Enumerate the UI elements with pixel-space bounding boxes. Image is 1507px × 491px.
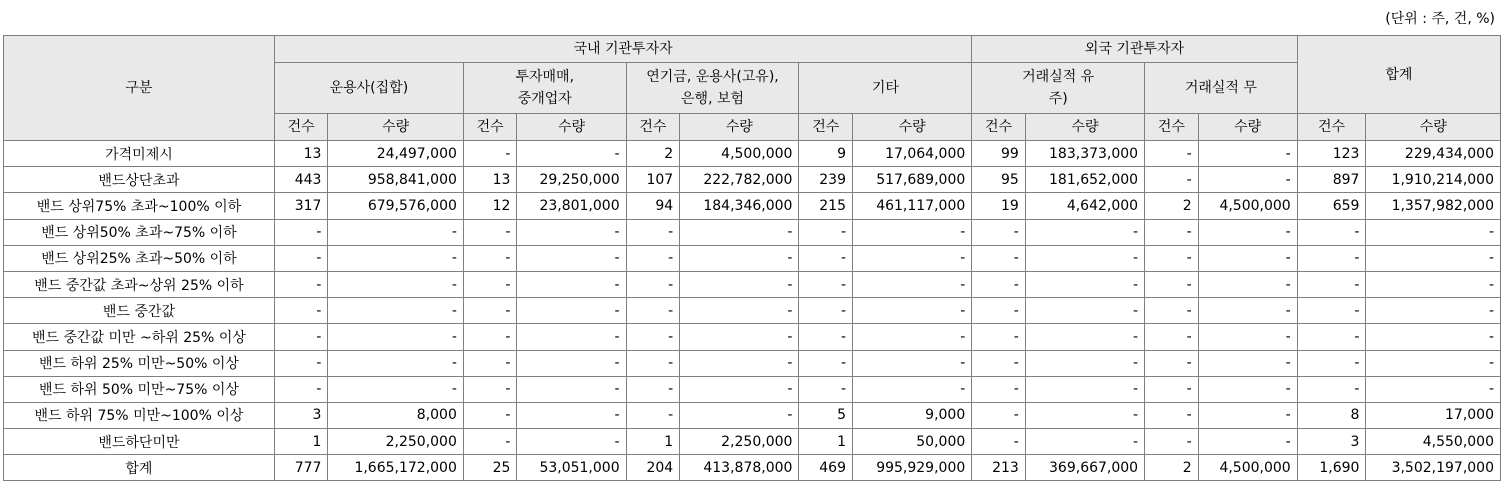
count-header: 건수 xyxy=(1297,114,1366,141)
quantity-cell: 8,000 xyxy=(328,402,463,428)
quantity-cell: - xyxy=(1366,219,1501,245)
quantity-cell: 3,502,197,000 xyxy=(1366,455,1501,481)
count-cell: 123 xyxy=(1297,141,1366,167)
quantity-header: 수량 xyxy=(853,114,972,141)
quantity-cell: - xyxy=(1366,376,1501,402)
count-cell: - xyxy=(626,245,680,271)
count-cell: - xyxy=(1145,324,1199,350)
count-cell: - xyxy=(626,402,680,428)
count-cell: 1 xyxy=(799,429,853,455)
quantity-cell: 4,500,000 xyxy=(1198,193,1297,219)
count-cell: - xyxy=(1145,350,1199,376)
row-label: 합계 xyxy=(4,455,275,481)
quantity-cell: - xyxy=(328,376,463,402)
quantity-cell: - xyxy=(1198,429,1297,455)
count-cell: 1 xyxy=(626,429,680,455)
domestic-investors-header: 국내 기관투자자 xyxy=(274,36,971,63)
count-cell: - xyxy=(274,376,328,402)
quantity-cell: - xyxy=(680,245,799,271)
count-cell: - xyxy=(1145,429,1199,455)
quantity-cell: 50,000 xyxy=(853,429,972,455)
quantity-cell: 181,652,000 xyxy=(1025,167,1144,193)
quantity-cell: 17,064,000 xyxy=(853,141,972,167)
table-body xyxy=(4,36,1501,481)
count-cell: - xyxy=(463,429,517,455)
count-cell: 99 xyxy=(972,141,1026,167)
quantity-cell: - xyxy=(517,429,626,455)
quantity-cell: 229,434,000 xyxy=(1366,141,1501,167)
count-cell: - xyxy=(274,245,328,271)
quantity-cell: - xyxy=(1198,245,1297,271)
demand-forecast-table xyxy=(3,35,1501,481)
quantity-header: 수량 xyxy=(328,114,463,141)
quantity-cell: - xyxy=(517,219,626,245)
count-cell: 9 xyxy=(799,141,853,167)
quantity-cell: 2,250,000 xyxy=(680,429,799,455)
quantity-cell: 4,550,000 xyxy=(1366,429,1501,455)
unit-note: (단위 : 주, 건, %) xyxy=(1385,11,1495,27)
count-header: 건수 xyxy=(626,114,680,141)
quantity-cell: - xyxy=(853,219,972,245)
quantity-cell: 17,000 xyxy=(1366,402,1501,428)
count-cell: - xyxy=(799,350,853,376)
table-row xyxy=(4,429,1501,455)
count-cell: - xyxy=(1145,219,1199,245)
quantity-cell: - xyxy=(1198,324,1297,350)
count-cell: - xyxy=(463,350,517,376)
group-header: 거래실적 유 주) xyxy=(972,63,1145,114)
quantity-cell: - xyxy=(517,402,626,428)
quantity-cell: - xyxy=(680,350,799,376)
count-cell: 13 xyxy=(463,167,517,193)
group-header: 기타 xyxy=(799,63,972,114)
row-label: 밴드 상위25% 초과~50% 이하 xyxy=(4,245,275,271)
quantity-cell: 23,801,000 xyxy=(517,193,626,219)
count-cell: - xyxy=(463,402,517,428)
quantity-cell: 679,576,000 xyxy=(328,193,463,219)
quantity-header: 수량 xyxy=(1366,114,1501,141)
quantity-cell: - xyxy=(328,350,463,376)
count-cell: 107 xyxy=(626,167,680,193)
count-cell: 215 xyxy=(799,193,853,219)
quantity-cell: - xyxy=(1198,141,1297,167)
group-header: 거래실적 무 xyxy=(1145,63,1298,114)
count-cell: - xyxy=(972,245,1026,271)
quantity-cell: - xyxy=(1198,350,1297,376)
row-label: 밴드 중간값 초과~상위 25% 이하 xyxy=(4,271,275,297)
row-label: 밴드 하위 50% 미만~75% 이상 xyxy=(4,376,275,402)
quantity-cell: - xyxy=(1025,245,1144,271)
count-cell: - xyxy=(463,271,517,297)
count-cell: - xyxy=(972,402,1026,428)
quantity-cell: - xyxy=(517,298,626,324)
table-row xyxy=(4,193,1501,219)
count-header: 건수 xyxy=(463,114,517,141)
category-header: 구분 xyxy=(4,36,275,141)
quantity-cell: - xyxy=(1198,219,1297,245)
quantity-cell: - xyxy=(1366,271,1501,297)
count-cell: - xyxy=(799,219,853,245)
count-cell: 3 xyxy=(274,402,328,428)
count-cell: - xyxy=(274,271,328,297)
quantity-cell: - xyxy=(1198,376,1297,402)
count-cell: - xyxy=(274,298,328,324)
table-row xyxy=(4,245,1501,271)
count-cell: 13 xyxy=(274,141,328,167)
count-cell: - xyxy=(799,376,853,402)
count-cell: - xyxy=(463,141,517,167)
quantity-cell: - xyxy=(1025,298,1144,324)
table-row xyxy=(4,167,1501,193)
quantity-cell: - xyxy=(328,298,463,324)
quantity-cell: - xyxy=(853,324,972,350)
quantity-header: 수량 xyxy=(517,114,626,141)
quantity-cell: 183,373,000 xyxy=(1025,141,1144,167)
count-header: 건수 xyxy=(799,114,853,141)
table-row xyxy=(4,271,1501,297)
count-cell: - xyxy=(626,298,680,324)
row-label: 밴드상단초과 xyxy=(4,167,275,193)
count-cell: - xyxy=(1297,376,1366,402)
quantity-cell: 184,346,000 xyxy=(680,193,799,219)
quantity-cell: 2,250,000 xyxy=(328,429,463,455)
count-cell: 12 xyxy=(463,193,517,219)
count-cell: - xyxy=(1145,167,1199,193)
table-row xyxy=(4,402,1501,428)
quantity-cell: 1,665,172,000 xyxy=(328,455,463,481)
count-cell: 95 xyxy=(972,167,1026,193)
count-cell: - xyxy=(972,376,1026,402)
quantity-cell: - xyxy=(1198,402,1297,428)
table-row xyxy=(4,219,1501,245)
count-cell: 8 xyxy=(1297,402,1366,428)
quantity-cell: 461,117,000 xyxy=(853,193,972,219)
quantity-cell: - xyxy=(680,402,799,428)
quantity-cell: - xyxy=(680,271,799,297)
quantity-cell: - xyxy=(517,376,626,402)
count-header: 건수 xyxy=(1145,114,1199,141)
count-cell: - xyxy=(799,271,853,297)
count-cell: 19 xyxy=(972,193,1026,219)
count-cell: - xyxy=(1297,219,1366,245)
quantity-cell: - xyxy=(517,271,626,297)
count-cell: - xyxy=(1145,402,1199,428)
quantity-cell: 1,910,214,000 xyxy=(1366,167,1501,193)
count-cell: - xyxy=(972,350,1026,376)
foreign-investors-header: 외국 기관투자자 xyxy=(972,36,1297,63)
count-cell: 2 xyxy=(1145,455,1199,481)
count-cell: - xyxy=(626,271,680,297)
total-header: 합계 xyxy=(1297,36,1500,114)
quantity-cell: 413,878,000 xyxy=(680,455,799,481)
count-cell: - xyxy=(1145,141,1199,167)
quantity-cell: 4,500,000 xyxy=(1198,455,1297,481)
table-row xyxy=(4,350,1501,376)
quantity-cell: - xyxy=(853,350,972,376)
row-label: 밴드 상위75% 초과~100% 이하 xyxy=(4,193,275,219)
count-cell: - xyxy=(1145,271,1199,297)
quantity-cell: - xyxy=(1366,350,1501,376)
quantity-cell: - xyxy=(328,219,463,245)
quantity-cell: 4,642,000 xyxy=(1025,193,1144,219)
count-cell: - xyxy=(274,219,328,245)
header-row-1 xyxy=(4,36,1501,63)
row-label: 밴드 상위50% 초과~75% 이하 xyxy=(4,219,275,245)
count-cell: - xyxy=(972,324,1026,350)
quantity-cell: 24,497,000 xyxy=(328,141,463,167)
count-header: 건수 xyxy=(274,114,328,141)
row-label: 밴드 하위 75% 미만~100% 이상 xyxy=(4,402,275,428)
count-cell: - xyxy=(1297,298,1366,324)
count-cell: 897 xyxy=(1297,167,1366,193)
count-cell: 469 xyxy=(799,455,853,481)
row-label: 밴드 중간값 xyxy=(4,298,275,324)
quantity-cell: - xyxy=(680,298,799,324)
count-cell: - xyxy=(1145,298,1199,324)
quantity-cell: - xyxy=(1025,350,1144,376)
count-cell: - xyxy=(972,298,1026,324)
quantity-cell: - xyxy=(680,219,799,245)
count-cell: 25 xyxy=(463,455,517,481)
count-cell: 2 xyxy=(1145,193,1199,219)
count-cell: - xyxy=(626,324,680,350)
quantity-cell: - xyxy=(853,376,972,402)
count-cell: - xyxy=(1297,350,1366,376)
quantity-cell: 995,929,000 xyxy=(853,455,972,481)
count-header: 건수 xyxy=(972,114,1026,141)
row-label: 밴드 하위 25% 미만~50% 이상 xyxy=(4,350,275,376)
group-header: 운용사(집합) xyxy=(274,63,463,114)
quantity-cell: - xyxy=(328,245,463,271)
count-cell: - xyxy=(274,324,328,350)
group-header: 투자매매, 중개업자 xyxy=(463,63,626,114)
count-cell: - xyxy=(463,219,517,245)
table-row xyxy=(4,141,1501,167)
quantity-cell: - xyxy=(1025,376,1144,402)
count-cell: - xyxy=(626,376,680,402)
quantity-cell: - xyxy=(853,298,972,324)
quantity-cell: 222,782,000 xyxy=(680,167,799,193)
quantity-cell: - xyxy=(517,350,626,376)
count-cell: - xyxy=(1297,271,1366,297)
quantity-cell: - xyxy=(1198,167,1297,193)
table-row xyxy=(4,298,1501,324)
quantity-cell: 369,667,000 xyxy=(1025,455,1144,481)
table-row xyxy=(4,376,1501,402)
quantity-cell: 958,841,000 xyxy=(328,167,463,193)
count-cell: 3 xyxy=(1297,429,1366,455)
count-cell: 1 xyxy=(274,429,328,455)
table-row xyxy=(4,324,1501,350)
quantity-cell: - xyxy=(1366,298,1501,324)
count-cell: - xyxy=(626,350,680,376)
quantity-cell: - xyxy=(517,245,626,271)
row-label: 밴드 중간값 미만 ~하위 25% 이상 xyxy=(4,324,275,350)
quantity-cell: 29,250,000 xyxy=(517,167,626,193)
count-cell: - xyxy=(463,245,517,271)
count-cell: - xyxy=(1145,376,1199,402)
count-cell: 204 xyxy=(626,455,680,481)
group-header: 연기금, 운용사(고유), 은행, 보험 xyxy=(626,63,799,114)
quantity-cell: 4,500,000 xyxy=(680,141,799,167)
row-label: 밴드하단미만 xyxy=(4,429,275,455)
quantity-cell: 53,051,000 xyxy=(517,455,626,481)
count-cell: - xyxy=(463,376,517,402)
count-cell: - xyxy=(1297,324,1366,350)
count-cell: 239 xyxy=(799,167,853,193)
count-cell: - xyxy=(463,324,517,350)
quantity-cell: - xyxy=(328,271,463,297)
quantity-cell: - xyxy=(328,324,463,350)
count-cell: - xyxy=(799,298,853,324)
quantity-header: 수량 xyxy=(680,114,799,141)
quantity-cell: - xyxy=(1198,298,1297,324)
count-cell: 5 xyxy=(799,402,853,428)
count-cell: - xyxy=(972,429,1026,455)
quantity-cell: - xyxy=(680,376,799,402)
quantity-cell: - xyxy=(1198,271,1297,297)
table-row xyxy=(4,455,1501,481)
quantity-cell: - xyxy=(1025,324,1144,350)
quantity-cell: - xyxy=(1025,271,1144,297)
count-cell: 2 xyxy=(626,141,680,167)
count-cell: - xyxy=(972,219,1026,245)
quantity-cell: - xyxy=(1025,402,1144,428)
quantity-cell: 9,000 xyxy=(853,402,972,428)
quantity-header: 수량 xyxy=(1198,114,1297,141)
quantity-cell: - xyxy=(853,271,972,297)
quantity-cell: - xyxy=(1025,429,1144,455)
count-cell: - xyxy=(972,271,1026,297)
quantity-cell: - xyxy=(1366,324,1501,350)
count-cell: - xyxy=(274,350,328,376)
row-label: 가격미제시 xyxy=(4,141,275,167)
count-cell: - xyxy=(799,324,853,350)
count-cell: - xyxy=(463,298,517,324)
quantity-cell: - xyxy=(1025,219,1144,245)
count-cell: - xyxy=(626,219,680,245)
count-cell: 1,690 xyxy=(1297,455,1366,481)
count-cell: 443 xyxy=(274,167,328,193)
count-cell: 777 xyxy=(274,455,328,481)
count-cell: - xyxy=(1145,245,1199,271)
count-cell: 213 xyxy=(972,455,1026,481)
quantity-cell: - xyxy=(853,245,972,271)
quantity-header: 수량 xyxy=(1025,114,1144,141)
count-cell: - xyxy=(1297,245,1366,271)
quantity-cell: - xyxy=(517,324,626,350)
count-cell: 317 xyxy=(274,193,328,219)
quantity-cell: - xyxy=(517,141,626,167)
count-cell: 94 xyxy=(626,193,680,219)
quantity-cell: - xyxy=(680,324,799,350)
count-cell: 659 xyxy=(1297,193,1366,219)
quantity-cell: 517,689,000 xyxy=(853,167,972,193)
quantity-cell: - xyxy=(1366,245,1501,271)
quantity-cell: 1,357,982,000 xyxy=(1366,193,1501,219)
count-cell: - xyxy=(799,245,853,271)
